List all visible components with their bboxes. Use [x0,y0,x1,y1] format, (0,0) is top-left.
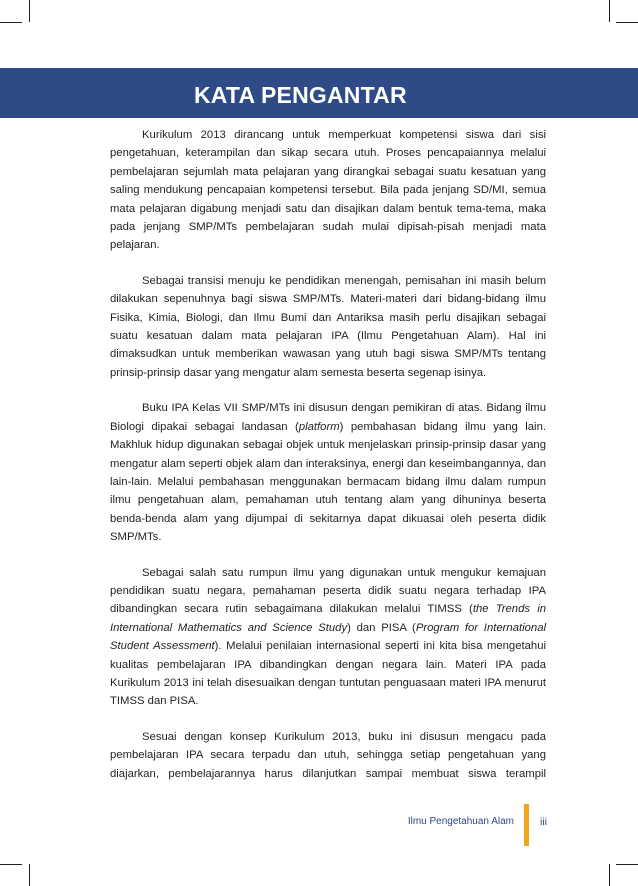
italic-term: platform [298,420,340,433]
italic-term: Program for International Student Assessment [110,621,546,653]
page-title: KATA PENGANTAR [194,82,407,108]
paragraph-5 [110,728,546,783]
footer-accent-bar [524,804,529,846]
crop-mark-bottom-left-h [0,864,22,865]
crop-mark-top-right-v [609,0,610,22]
paragraph-text: ) pembahasan bidang ilmu yang lain. Makhluk hidup digunakan sebagai objek untuk menjelaskan prinsip-prinsip dasar yang mengatur alam seperti objek alam dan interaksinya, energi dan keseimbangannya, dan lain-lain. Melalui pembahasan menggunakan bermacam bidang ilmu dalam rumpun ilmu pengetahuan alam, pemahaman utuh tentang alam yang dihuninya beserta benda-benda alam yang dijumpai di sekitarnya dapat dikuasai oleh peserta didik SMP/MTs. [110,420,546,544]
paragraph-text: Kurikulum 2013 dirancang untuk memperkuat kompetensi siswa dari sisi pengetahuan, keterampilan dan sikap secara utuh. Proses pencapaiannya melalui pembelajaran sejumlah mata pelajaran yang dirangkai sebagai suatu kesatuan yang saling mendukung pencapaian kompetensi tersebut. Bila pada jenjang SD/MI, semua mata pelajaran digabung menjadi satu dan disajikan dalam bentuk tema-tema, maka pada jenjang SMP/MTs pembelajaran sudah mulai dipisah-pisah menjadi mata pelajaran. [110,129,546,252]
paragraph-2 [110,272,546,382]
crop-mark-top-left-v [29,0,30,22]
paragraph-text: Sesuai dengan konsep Kurikulum 2013, buku ini disusun mengacu pada pembelajaran IPA secara terpadu dan utuh, sehingga setiap pengetahuan yang diajarkan, pembelajarannya harus dilanjutkan sampai membuat siswa terampil [110,730,546,780]
paragraph-text: Sebagai transisi menuju ke pendidikan menengah, pemisahan ini masih belum dilakukan sepenuhnya bagi siswa SMP/MTs. Materi-materi dari bidang-bidang ilmu Fisika, Kimia, Biologi, dan Ilmu Bumi dan Antariksa masih perlu disajikan sebagai suatu kesatuan dalam mata pelajaran IPA (Ilmu Pengetahuan Alam). Hal ini dimaksudkan untuk memberikan wawasan yang utuh bagi siswa SMP/MTs tentang prinsip-prinsip dasar yang mengatur alam semesta beserta segenap isinya. [110,274,546,379]
paragraph-1 [110,126,546,255]
body-text [110,126,546,800]
paragraph-4 [110,564,546,711]
crop-mark-bottom-right-v [609,864,610,886]
crop-mark-bottom-right-h [616,864,638,865]
footer-book-title: Ilmu Pengetahuan Alam [407,816,514,827]
crop-mark-bottom-left-v [29,864,30,886]
page-number: iii [540,816,547,828]
paragraph-text: Sebagai salah satu rumpun ilmu yang digunakan untuk mengukur kemajuan pendidikan suatu negara, pemahaman peserta didik suatu negara terhadap IPA dibandingkan secara rutin sebagaimana dilakukan melalui TIMSS ( [110,566,546,616]
crop-mark-top-left-h [0,22,22,23]
paragraph-text: Buku IPA Kelas VII SMP/MTs ini disusun dengan pemikiran di atas. Bidang ilmu Biologi dipakai sebagai landasan ( [110,402,546,433]
crop-mark-top-right-h [616,22,638,23]
paragraph-text: ). Melalui penilaian internasional seperti ini kita bisa mengetahui kualitas pembelajaran IPA dibandingkan dengan negara lain. Materi IPA pada Kurikulum 2013 ini telah disesuaikan dengan tuntutan penguasaan materi IPA menurut TIMSS dan PISA. [110,640,546,708]
paragraph-text: ) dan PISA ( [347,621,416,634]
italic-term: the Trends in International Mathematics and Science Study [110,603,546,634]
paragraph-3 [110,399,546,546]
